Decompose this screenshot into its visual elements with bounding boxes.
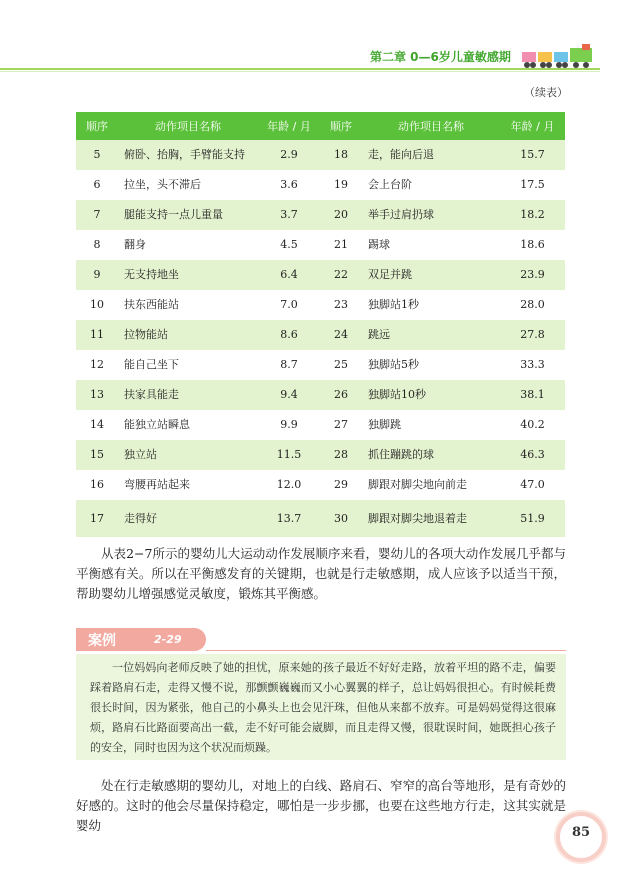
case-number: 2-29 bbox=[154, 633, 182, 646]
cell-order: 24 bbox=[320, 320, 362, 350]
cell-item: 独脚站10秒 bbox=[362, 380, 500, 410]
cell-order: 13 bbox=[76, 380, 118, 410]
cell-item: 拉坐，头不滞后 bbox=[118, 170, 258, 200]
body-paragraph-2: 处在行走敏感期的婴幼儿，对地上的白线、路肩石、窄窄的高台等地形，是有奇妙的好感的。这时的他会尽量保持稳定，哪怕是一步步挪，也要在这些地方行走，这其实就是婴幼 bbox=[76, 778, 566, 833]
cell-age: 38.1 bbox=[500, 380, 565, 410]
cell-item: 走，能向后退 bbox=[362, 140, 500, 170]
body-paragraph-1: 从表2−7所示的婴幼儿大运动动作发展顺序来看，婴幼儿的各项大动作发展几乎都与平衡感有关。所以在平衡感发育的关键期，也就是行走敏感期，成人应该予以适当干预，帮助婴幼儿增强感觉灵敏度，锻炼其平衡感。 bbox=[76, 546, 566, 601]
cell-age: 33.3 bbox=[500, 350, 565, 380]
header-age: 年龄 / 月 bbox=[258, 112, 320, 140]
cell-age: 6.4 bbox=[258, 260, 320, 290]
cell-order: 10 bbox=[76, 290, 118, 320]
table-row bbox=[76, 470, 565, 500]
continued-note: （续表） bbox=[524, 86, 568, 99]
cell-order: 23 bbox=[320, 290, 362, 320]
train-icon bbox=[522, 44, 596, 70]
cell-item: 走得好 bbox=[118, 500, 258, 537]
cell-order: 18 bbox=[320, 140, 362, 170]
header-rule-light bbox=[0, 71, 600, 72]
cell-item: 拉物能站 bbox=[118, 320, 258, 350]
cell-item: 扶东西能站 bbox=[118, 290, 258, 320]
cell-order: 17 bbox=[76, 500, 118, 537]
cell-order: 11 bbox=[76, 320, 118, 350]
cell-order: 6 bbox=[76, 170, 118, 200]
cell-order: 26 bbox=[320, 380, 362, 410]
cell-item: 能独立站瞬息 bbox=[118, 410, 258, 440]
case-divider bbox=[206, 650, 566, 651]
cell-item: 能自己坐下 bbox=[118, 350, 258, 380]
table-header-row bbox=[76, 112, 565, 140]
cell-item: 独脚跳 bbox=[362, 410, 500, 440]
cell-age: 17.5 bbox=[500, 170, 565, 200]
cell-age: 46.3 bbox=[500, 440, 565, 470]
cell-age: 11.5 bbox=[258, 440, 320, 470]
cell-item: 举手过肩扔球 bbox=[362, 200, 500, 230]
header-order: 顺序 bbox=[320, 112, 362, 140]
cell-item: 弯腰再站起来 bbox=[118, 470, 258, 500]
motor-development-table bbox=[76, 112, 565, 537]
cell-age: 28.0 bbox=[500, 290, 565, 320]
cell-age: 7.0 bbox=[258, 290, 320, 320]
cell-item: 翻身 bbox=[118, 230, 258, 260]
cell-age: 27.8 bbox=[500, 320, 565, 350]
cell-age: 9.4 bbox=[258, 380, 320, 410]
cell-age: 18.6 bbox=[500, 230, 565, 260]
cell-item: 独立站 bbox=[118, 440, 258, 470]
chapter-title: 第二章 0—6岁儿童敏感期 bbox=[370, 50, 511, 64]
table-row bbox=[76, 350, 565, 380]
table-row bbox=[76, 320, 565, 350]
case-label-text: 案例 bbox=[88, 633, 116, 649]
cell-order: 14 bbox=[76, 410, 118, 440]
cell-age: 3.7 bbox=[258, 200, 320, 230]
cell-item: 独脚站1秒 bbox=[362, 290, 500, 320]
cell-age: 18.2 bbox=[500, 200, 565, 230]
cell-age: 3.6 bbox=[258, 170, 320, 200]
table-row bbox=[76, 440, 565, 470]
table-row bbox=[76, 260, 565, 290]
cell-age: 12.0 bbox=[258, 470, 320, 500]
table-row bbox=[76, 170, 565, 200]
cell-order: 28 bbox=[320, 440, 362, 470]
cell-age: 4.5 bbox=[258, 230, 320, 260]
cell-order: 19 bbox=[320, 170, 362, 200]
cell-item: 抓住蹦跳的球 bbox=[362, 440, 500, 470]
cell-order: 25 bbox=[320, 350, 362, 380]
header-rule bbox=[0, 68, 600, 70]
cell-order: 21 bbox=[320, 230, 362, 260]
table-row bbox=[76, 290, 565, 320]
case-label-badge bbox=[76, 628, 206, 651]
cell-item: 跳远 bbox=[362, 320, 500, 350]
cell-age: 23.9 bbox=[500, 260, 565, 290]
header-item-name: 动作项目名称 bbox=[362, 112, 500, 140]
cell-order: 29 bbox=[320, 470, 362, 500]
header-age: 年龄 / 月 bbox=[500, 112, 565, 140]
table-row bbox=[76, 140, 565, 170]
header-order: 顺序 bbox=[76, 112, 118, 140]
cell-age: 51.9 bbox=[500, 500, 565, 537]
cell-item: 脚跟对脚尖地退着走 bbox=[362, 500, 500, 537]
cell-item: 无支持地坐 bbox=[118, 260, 258, 290]
cell-item: 双足并跳 bbox=[362, 260, 500, 290]
cell-order: 15 bbox=[76, 440, 118, 470]
cell-age: 15.7 bbox=[500, 140, 565, 170]
table-row bbox=[76, 380, 565, 410]
cell-order: 12 bbox=[76, 350, 118, 380]
header-item-name: 动作项目名称 bbox=[118, 112, 258, 140]
cell-order: 9 bbox=[76, 260, 118, 290]
cell-order: 30 bbox=[320, 500, 362, 537]
cell-age: 8.6 bbox=[258, 320, 320, 350]
cell-order: 20 bbox=[320, 200, 362, 230]
case-text: 一位妈妈向老师反映了她的担忧，原来她的孩子最近不好好走路，放着平坦的路不走，偏要踩着路肩石走，走得又慢不说，那颤颤巍巍而又小心翼翼的样子，总让妈妈很担心。有时候耗费很长时间，因为紧张，他自己的小鼻头上也会见汗珠，但他从来都不放弃。可是妈妈觉得这很麻烦，路肩石比路面要高出一截，走不好可能会崴脚，而且走得又慢，很耽误时间，她既担心孩子的安全，同时也因为这个状况而烦躁。 bbox=[90, 661, 556, 754]
cell-order: 8 bbox=[76, 230, 118, 260]
cell-order: 5 bbox=[76, 140, 118, 170]
cell-age: 47.0 bbox=[500, 470, 565, 500]
table-row bbox=[76, 410, 565, 440]
cell-age: 2.9 bbox=[258, 140, 320, 170]
cell-order: 27 bbox=[320, 410, 362, 440]
cell-age: 9.9 bbox=[258, 410, 320, 440]
cell-item: 独脚站5秒 bbox=[362, 350, 500, 380]
cell-item: 扶家具能走 bbox=[118, 380, 258, 410]
table-row bbox=[76, 500, 565, 537]
table-row bbox=[76, 230, 565, 260]
cell-age: 13.7 bbox=[258, 500, 320, 537]
page-number: 85 bbox=[571, 825, 591, 840]
cell-item: 俯卧、抬胸，手臂能支持 bbox=[118, 140, 258, 170]
cell-order: 22 bbox=[320, 260, 362, 290]
cell-item: 脚跟对脚尖地向前走 bbox=[362, 470, 500, 500]
cell-item: 腿能支持一点儿重量 bbox=[118, 200, 258, 230]
table-row bbox=[76, 200, 565, 230]
cell-item: 会上台阶 bbox=[362, 170, 500, 200]
cell-age: 8.7 bbox=[258, 350, 320, 380]
cell-age: 40.2 bbox=[500, 410, 565, 440]
cell-order: 7 bbox=[76, 200, 118, 230]
cell-item: 踢球 bbox=[362, 230, 500, 260]
cell-order: 16 bbox=[76, 470, 118, 500]
